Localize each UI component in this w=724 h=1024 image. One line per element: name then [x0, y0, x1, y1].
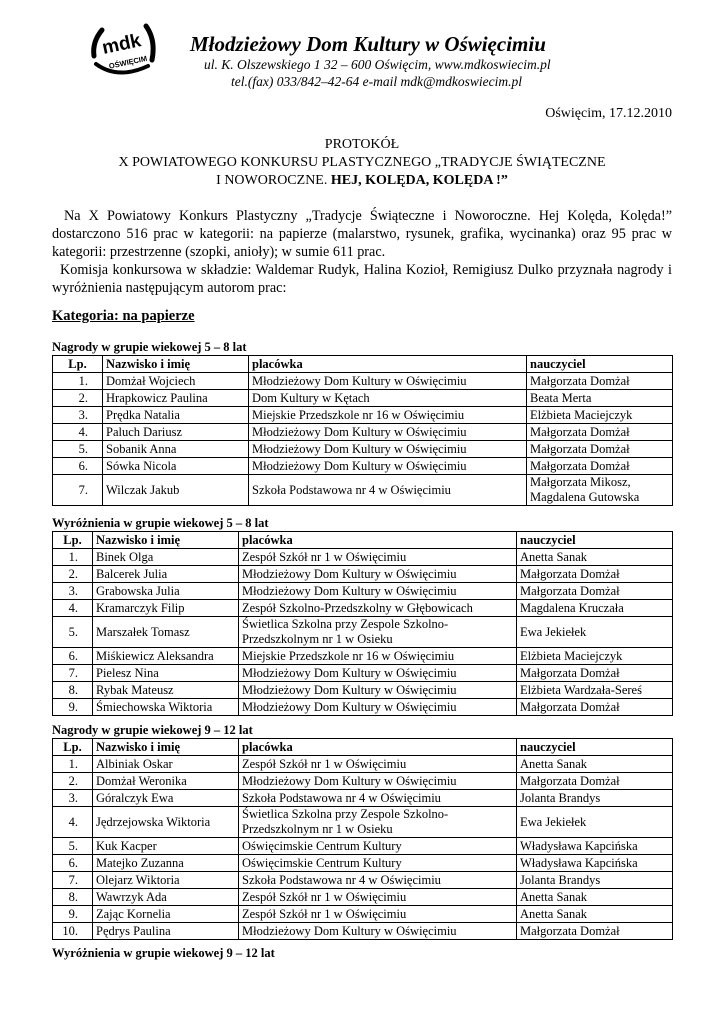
teacher: Anetta Sanak [517, 756, 673, 773]
institution: Młodzieżowy Dom Kultury w Oświęcimiu [239, 923, 517, 940]
institution: Zespół Szkolno-Przedszkolny w Głębowicach [239, 600, 517, 617]
participant-name: Domżał Weronika [93, 773, 239, 790]
teacher: Małgorzata Domżał [527, 373, 673, 390]
teacher: Małgorzata Domżał [517, 665, 673, 682]
participant-name: Pędrys Paulina [93, 923, 239, 940]
row-number: 5. [53, 838, 93, 855]
row-number: 10. [53, 923, 93, 940]
table-row [53, 458, 673, 475]
row-number: 1. [53, 373, 103, 390]
committee-paragraph: Komisja konkursowa w składzie: Waldemar Rudyk, Halina Kozioł, Remigiusz Dulko przyznała nagrody i wyróżnienia następującym autorom prac: [52, 262, 672, 296]
participant-name: Śmiechowska Wiktoria [93, 699, 239, 716]
logo-subtext: OŚWIĘCIM [108, 53, 148, 71]
logo-text: mdk [100, 30, 143, 59]
teacher: Małgorzata Domżał [517, 566, 673, 583]
column-header: Nazwisko i imię [93, 739, 239, 756]
institution: Młodzieżowy Dom Kultury w Oświęcimiu [249, 458, 527, 475]
table-header-row [53, 739, 673, 756]
table-row [53, 390, 673, 407]
column-header: placówka [239, 739, 517, 756]
row-number: 1. [53, 756, 93, 773]
institution: Szkoła Podstawowa nr 4 w Oświęcimiu [249, 475, 527, 506]
institution: Młodzieżowy Dom Kultury w Oświęcimiu [239, 773, 517, 790]
row-number: 4. [53, 424, 103, 441]
table-row [53, 872, 673, 889]
table-row [53, 549, 673, 566]
institution: Zespół Szkół nr 1 w Oświęcimiu [239, 549, 517, 566]
mdk-logo [88, 20, 158, 82]
teacher: Magdalena Kruczała [517, 600, 673, 617]
table-row [53, 906, 673, 923]
row-number: 7. [53, 872, 93, 889]
table-row [53, 790, 673, 807]
teacher: Małgorzata Domżał [527, 424, 673, 441]
teacher: Jolanta Brandys [517, 790, 673, 807]
participant-name: Paluch Dariusz [103, 424, 249, 441]
teacher: Ewa Jekiełek [517, 617, 673, 648]
row-number: 2. [53, 390, 103, 407]
participant-name: Sobanik Anna [103, 441, 249, 458]
row-number: 3. [53, 790, 93, 807]
institution: Dom Kultury w Kętach [249, 390, 527, 407]
row-number: 8. [53, 682, 93, 699]
table-row [53, 648, 673, 665]
table-row [53, 407, 673, 424]
participant-name: Balcerek Julia [93, 566, 239, 583]
teacher: Jolanta Brandys [517, 872, 673, 889]
column-header: Nazwisko i imię [103, 356, 249, 373]
institution-address: ul. K. Olszewskiego 1 32 – 600 Oświęcim, www.mdkoswiecim.pl [204, 57, 551, 72]
teacher: Anetta Sanak [517, 906, 673, 923]
row-number: 3. [53, 407, 103, 424]
teacher: Małgorzata Mikosz, Magdalena Gutowska [527, 475, 673, 506]
table-row [53, 566, 673, 583]
participant-name: Kramarczyk Filip [93, 600, 239, 617]
institution: Zespół Szkół nr 1 w Oświęcimiu [239, 906, 517, 923]
table-row [53, 475, 673, 506]
results-table [52, 531, 673, 716]
institution: Świetlica Szkolna przy Zespole Szkolno- Przedszkolnym nr 1 w Osieku [239, 617, 517, 648]
table-row [53, 773, 673, 790]
section-title-trailing: Wyróżnienia w grupie wiekowej 9 – 12 lat [52, 946, 275, 960]
teacher: Małgorzata Domżał [517, 773, 673, 790]
row-number: 6. [53, 855, 93, 872]
institution: Zespół Szkół nr 1 w Oświęcimiu [239, 756, 517, 773]
participant-name: Binek Olga [93, 549, 239, 566]
results-table [52, 738, 673, 940]
teacher: Anetta Sanak [517, 549, 673, 566]
institution: Oświęcimskie Centrum Kultury [239, 838, 517, 855]
column-header: placówka [249, 356, 527, 373]
institution: Zespół Szkół nr 1 w Oświęcimiu [239, 889, 517, 906]
participant-name: Kuk Kacper [93, 838, 239, 855]
column-header: placówka [239, 532, 517, 549]
section-title: Nagrody w grupie wiekowej 5 – 8 lat [52, 340, 247, 354]
participant-name: Marszałek Tomasz [93, 617, 239, 648]
participant-name: Wilczak Jakub [103, 475, 249, 506]
column-header: Lp. [53, 356, 103, 373]
row-number: 4. [53, 807, 93, 838]
institution-name: Młodzieżowy Dom Kultury w Oświęcimiu [190, 32, 546, 56]
row-number: 4. [53, 600, 93, 617]
teacher: Ewa Jekiełek [517, 807, 673, 838]
institution: Młodzieżowy Dom Kultury w Oświęcimiu [239, 665, 517, 682]
column-header: nauczyciel [517, 739, 673, 756]
participant-name: Grabowska Julia [93, 583, 239, 600]
institution: Świetlica Szkolna przy Zespole Szkolno- Przedszkolnym nr 1 w Osieku [239, 807, 517, 838]
protocol-line3-normal: I NOWOROCZNE. [216, 173, 331, 188]
institution: Młodzieżowy Dom Kultury w Oświęcimiu [239, 583, 517, 600]
category-heading: Kategoria: na papierze [52, 308, 195, 324]
table-row [53, 855, 673, 872]
table-row [53, 682, 673, 699]
institution: Młodzieżowy Dom Kultury w Oświęcimiu [249, 441, 527, 458]
intro-paragraph: Na X Powiatowy Konkurs Plastyczny „Tradycje Świąteczne i Noworoczne. Hej Kolęda, Kolęda!” dostarczono 516 prac w kategorii: na papierze (malarstwo, rysunek, grafika, wycinanka) oraz 95 prac w kategorii: przestrzenne (szopki, anioły); w sumie 611 prac. [52, 208, 672, 260]
document-date: Oświęcim, 17.12.2010 [545, 106, 672, 121]
institution: Młodzieżowy Dom Kultury w Oświęcimiu [249, 373, 527, 390]
teacher: Elżbieta Maciejczyk [527, 407, 673, 424]
table-row [53, 424, 673, 441]
protocol-subheading-2 [0, 173, 724, 189]
column-header: Lp. [53, 739, 93, 756]
row-number: 6. [53, 458, 103, 475]
table-header-row [53, 532, 673, 549]
protocol-line3-bold: HEJ, KOLĘDA, KOLĘDA !” [330, 173, 508, 188]
participant-name: Albiniak Oskar [93, 756, 239, 773]
participant-name: Jędrzejowska Wiktoria [93, 807, 239, 838]
row-number: 9. [53, 699, 93, 716]
institution: Miejskie Przedszkole nr 16 w Oświęcimiu [239, 648, 517, 665]
participant-name: Zając Kornelia [93, 906, 239, 923]
row-number: 5. [53, 617, 93, 648]
participant-name: Sówka Nicola [103, 458, 249, 475]
participant-name: Prędka Natalia [103, 407, 249, 424]
participant-name: Domżał Wojciech [103, 373, 249, 390]
participant-name: Olejarz Wiktoria [93, 872, 239, 889]
institution: Młodzieżowy Dom Kultury w Oświęcimiu [239, 699, 517, 716]
participant-name: Góralczyk Ewa [93, 790, 239, 807]
institution: Oświęcimskie Centrum Kultury [239, 855, 517, 872]
table-row [53, 923, 673, 940]
institution: Szkoła Podstawowa nr 4 w Oświęcimiu [239, 872, 517, 889]
table-header-row [53, 356, 673, 373]
teacher: Elżbieta Wardzała-Sereś [517, 682, 673, 699]
institution: Szkoła Podstawowa nr 4 w Oświęcimiu [239, 790, 517, 807]
participant-name: Miśkiewicz Aleksandra [93, 648, 239, 665]
table-row [53, 617, 673, 648]
row-number: 7. [53, 475, 103, 506]
row-number: 3. [53, 583, 93, 600]
results-table [52, 355, 673, 506]
row-number: 8. [53, 889, 93, 906]
participant-name: Matejko Zuzanna [93, 855, 239, 872]
teacher: Anetta Sanak [517, 889, 673, 906]
teacher: Władysława Kapcińska [517, 855, 673, 872]
protocol-subheading: X POWIATOWEGO KONKURSU PLASTYCZNEGO „TRADYCJE ŚWIĄTECZNE [118, 155, 606, 170]
teacher: Władysława Kapcińska [517, 838, 673, 855]
teacher: Małgorzata Domżał [527, 458, 673, 475]
teacher: Małgorzata Domżał [517, 699, 673, 716]
table-row [53, 441, 673, 458]
row-number: 6. [53, 648, 93, 665]
table-row [53, 756, 673, 773]
institution: Młodzieżowy Dom Kultury w Oświęcimiu [239, 566, 517, 583]
table-row [53, 889, 673, 906]
institution-contact: tel.(fax) 033/842–42-64 e-mail mdk@mdkoswiecim.pl [231, 74, 522, 89]
row-number: 2. [53, 566, 93, 583]
row-number: 7. [53, 665, 93, 682]
row-number: 1. [53, 549, 93, 566]
table-row [53, 699, 673, 716]
table-row [53, 583, 673, 600]
teacher: Małgorzata Domżał [517, 923, 673, 940]
column-header: Nazwisko i imię [93, 532, 239, 549]
row-number: 5. [53, 441, 103, 458]
participant-name: Hrapkowicz Paulina [103, 390, 249, 407]
table-row [53, 665, 673, 682]
section-title: Wyróżnienia w grupie wiekowej 5 – 8 lat [52, 516, 269, 530]
table-row [53, 807, 673, 838]
teacher: Beata Merta [527, 390, 673, 407]
column-header: nauczyciel [517, 532, 673, 549]
row-number: 9. [53, 906, 93, 923]
participant-name: Wawrzyk Ada [93, 889, 239, 906]
table-row [53, 838, 673, 855]
protocol-heading: PROTOKÓŁ [324, 137, 400, 152]
teacher: Elżbieta Maciejczyk [517, 648, 673, 665]
row-number: 2. [53, 773, 93, 790]
institution: Młodzieżowy Dom Kultury w Oświęcimiu [249, 424, 527, 441]
section-title: Nagrody w grupie wiekowej 9 – 12 lat [52, 723, 253, 737]
column-header: Lp. [53, 532, 93, 549]
participant-name: Rybak Mateusz [93, 682, 239, 699]
institution: Miejskie Przedszkole nr 16 w Oświęcimiu [249, 407, 527, 424]
teacher: Małgorzata Domżał [517, 583, 673, 600]
teacher: Małgorzata Domżał [527, 441, 673, 458]
table-row [53, 373, 673, 390]
column-header: nauczyciel [527, 356, 673, 373]
institution: Młodzieżowy Dom Kultury w Oświęcimiu [239, 682, 517, 699]
participant-name: Pielesz Nina [93, 665, 239, 682]
table-row [53, 600, 673, 617]
